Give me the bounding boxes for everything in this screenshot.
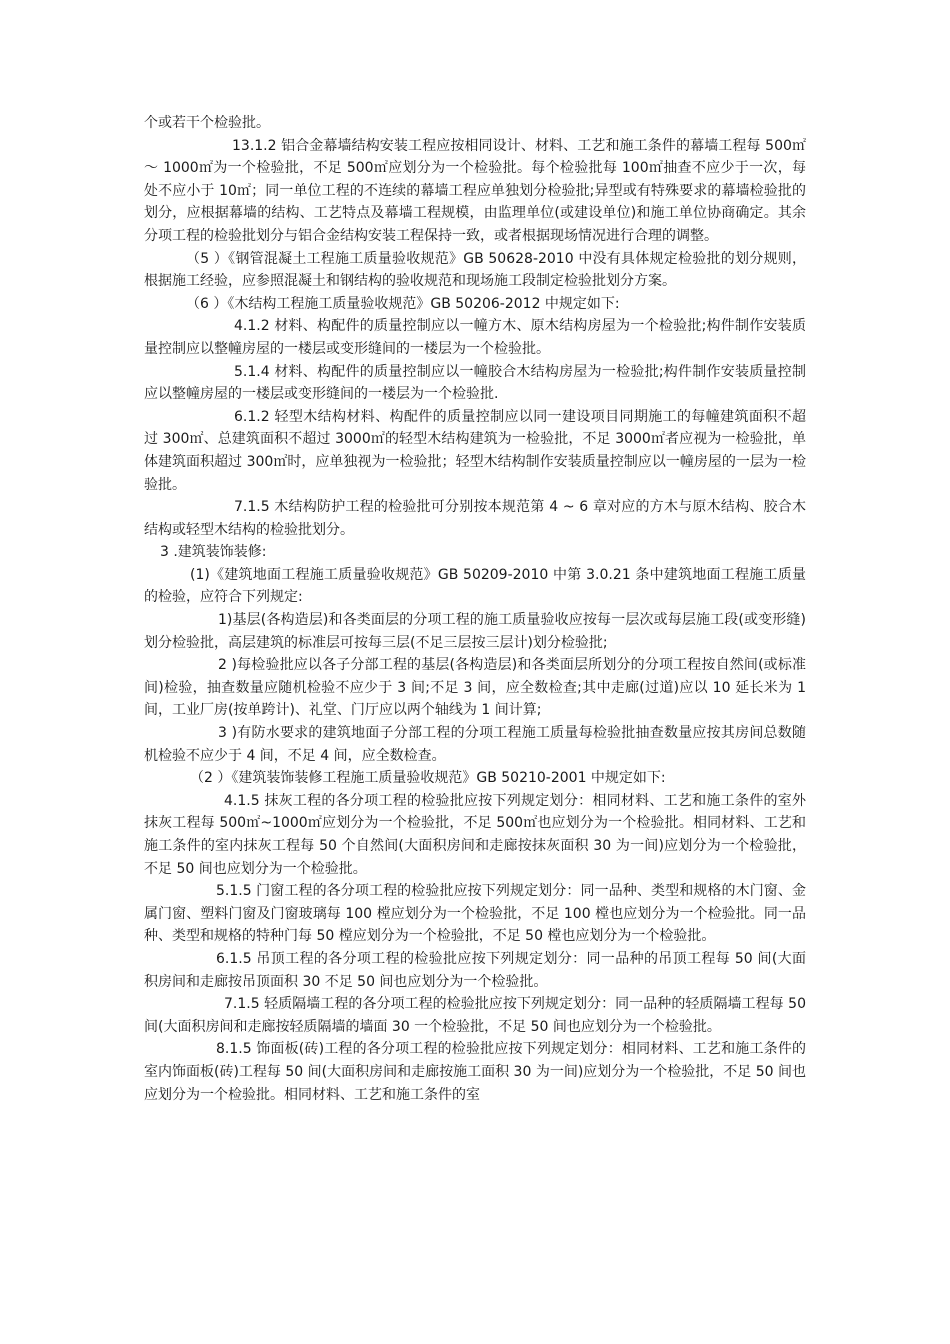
paragraph-item-6: （6 ）《木结构工程施工质量验收规范》GB 50206-2012 中规定如下:	[186, 295, 620, 312]
paragraph-rule-3: 3 )有防水要求的建筑地面子分部工程的分项工程施工质量每检验批抽查数量应按其房间总数随机检验不应少于 4 间，不足 4 间，应全数检查。	[144, 725, 806, 764]
paragraph-13-1-2: 13.1.2 铝合金幕墙结构安装工程应按相同设计、材料、工艺和施工条件的幕墙工程每 500㎡～ 1000㎡为一个检验批，不足 500㎡应划分为一个检验批。每个检验批每 100㎡抽查不应少于一次，每处不应小于 10㎡；同一单位工程的不连续的幕墙工程应单独划分检验批;异型或有特殊要求的幕墙检验批的划分，应根据幕墙的结构、工艺特点及幕墙工程规模，由监理单位(或建设单位)和施工单位协商确定。其余分项工程的检验批划分与铝合金结构安装工程保持一致，或者根据现场情况进行合理的调整。	[144, 137, 806, 244]
paragraph-7-1-5: 7.1.5 木结构防护工程的检验批可分别按本规范第 4 ~ 6 章对应的方木与原木结构、胶合木结构或轻型木结构的检验批划分。	[144, 499, 806, 538]
paragraph-item-5: （5 ）《钢管混凝土工程施工质量验收规范》GB 50628-2010 中没有具体规定检验批的划分规则，根据施工经验，应参照混凝土和钢结构的验收规范和现场施工段制定检验批划分方案。	[144, 250, 806, 290]
paragraph-7-1-5-partition: 7.1.5 轻质隔墙工程的各分项工程的检验批应按下列规定划分：同一品种的轻质隔墙工程每 50 间(大面积房间和走廊按轻质隔墙的墙面 30 一个检验批，不足 50 间也应划分为一个检验批。	[144, 996, 806, 1035]
paragraph-5-1-4: 5.1.4 材料、构配件的质量控制应以一幢胶合木结构房屋为一检验批;构件制作安装质量控制应以整幢房屋的一楼层或变形缝间的一楼层为一个检验批.	[144, 363, 806, 403]
paragraph-6-1-2: 6.1.2 轻型木结构材料、构配件的质量控制应以同一建设项目同期施工的每幢建筑面积不超过 300㎡、总建筑面积不超过 3000㎡的轻型木结构建筑为一检验批，不足 3000㎡者应视为一检验批，单体建筑面积超过 300㎡时，应单独视为一检验批；轻型木结构制作安装质量控制应以一幢房屋的一层为一检验批。	[144, 408, 806, 493]
paragraph-6-1-5: 6.1.5 吊顶工程的各分项工程的检验批应按下列规定划分：同一品种的吊顶工程每 50 间(大面积房间和走廊按吊顶面积 30 不足 50 间也应划分为一个检验批。	[144, 950, 806, 990]
paragraph-item-1: (1)《建筑地面工程施工质量验收规范》GB 50209-2010 中第 3.0.21 条中建筑地面工程施工质量的检验，应符合下列规定:	[144, 566, 806, 606]
section-heading-decoration: 3 .建筑装饰装修:	[160, 544, 267, 561]
paragraph-5-1-5: 5.1.5 门窗工程的各分项工程的检验批应按下列规定划分：同一品种、类型和规格的木门窗、金属门窗、塑料门窗及门窗玻璃每 100 樘应划分为一个检验批，不足 100 樘也应划分为一个检验批。同一品种、类型和规格的特种门每 50 樘应划分为一个检验批，不足 50 樘也应划分为一个检验批。	[144, 883, 806, 945]
paragraph-8-1-5: 8.1.5 饰面板(砖)工程的各分项工程的检验批应按下列规定划分：相同材料、工艺和施工条件的室内饰面板(砖)工程每 50 间(大面积房间和走廊按施工面积 30 为一间)应划分为一个检验批，不足 50 间也应划分为一个检验批。相同材料、工艺和施工条件的室	[144, 1041, 806, 1103]
paragraph-rule-2: 2 )每检验批应以各子分部工程的基层(各构造层)和各类面层所划分的分项工程按自然间(或标准间)检验，抽查数量应随机检验不应少于 3 间;不足 3 间，应全数检查;其中走廊(过道)应以 10 延长米为 1 间，工业厂房(按单跨计)、礼堂、门厅应以两个轴线为 1 间计算;	[144, 657, 806, 719]
paragraph-rule-1: 1)基层(各构造层)和各类面层的分项工程的施工质量验收应按每一层次或每层施工段(或变形缝)划分检验批，高层建筑的标准层可按每三层(不足三层按三层计)划分检验批;	[144, 612, 806, 651]
paragraph-item-2: （2 ）《建筑装饰装修工程施工质量验收规范》GB 50210-2001 中规定如下:	[190, 770, 666, 787]
paragraph-4-1-5: 4.1.5 抹灰工程的各分项工程的检验批应按下列规定划分：相同材料、工艺和施工条件的室外抹灰工程每 500㎡~1000㎡应划分为一个检验批，不足 500㎡也应划分为一个检验批。相同材料、工艺和施工条件的室内抹灰工程每 50 个自然间(大面积房间和走廊按抹灰面积 30 为一间)应划分为一个检验批，不足 50 间也应划分为一个检验批。	[144, 792, 806, 877]
paragraph-4-1-2: 4.1.2 材料、构配件的质量控制应以一幢方木、原木结构房屋为一个检验批;构件制作安装质量控制应以整幢房屋的一楼层或变形缝间的一楼层为一个检验批。	[144, 318, 806, 357]
paragraph-continuation: 个或若干个检验批。	[144, 115, 270, 131]
document-page	[144, 112, 806, 1106]
